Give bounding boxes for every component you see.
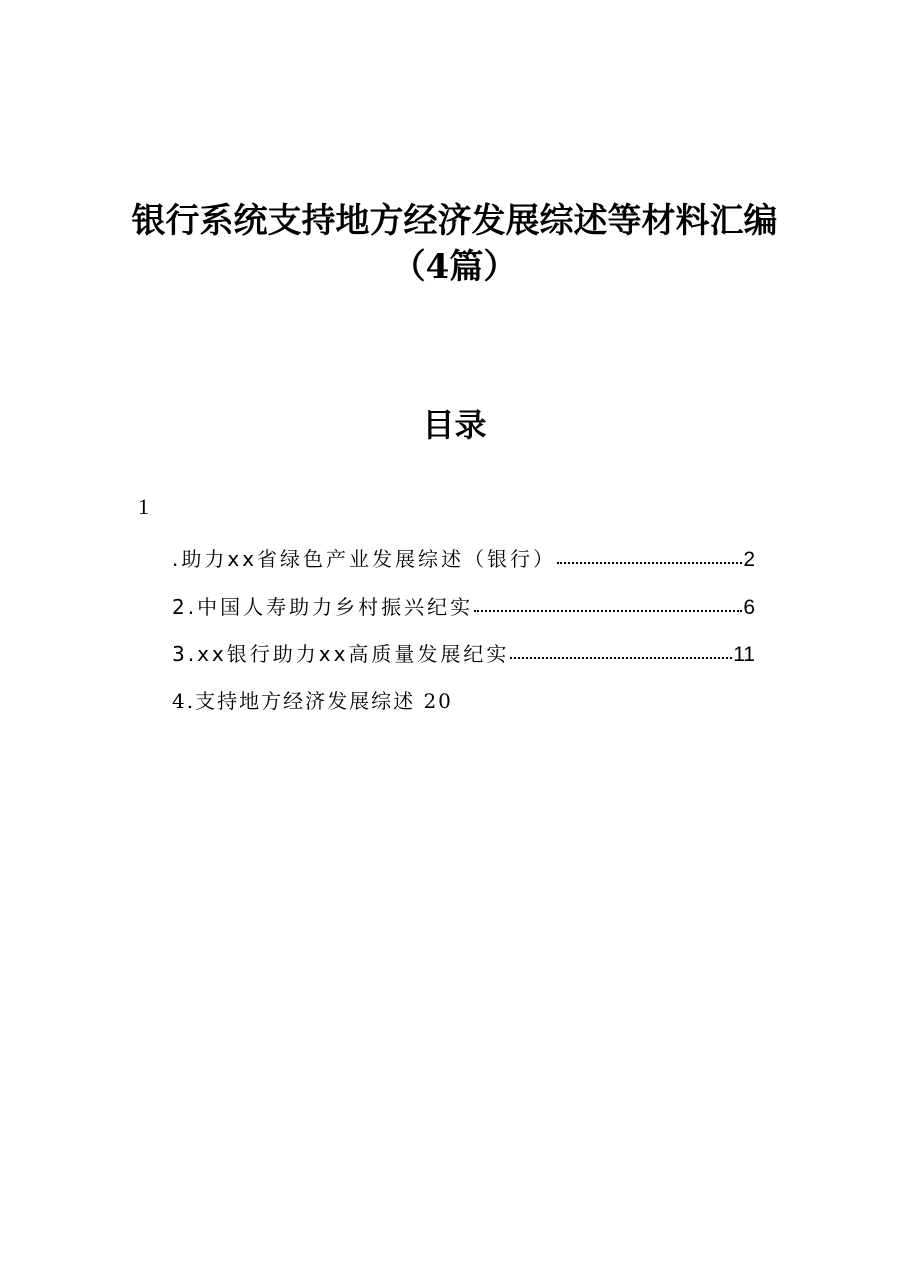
toc-entry-text: 3.xx银行助力xx高质量发展纪实 xyxy=(172,642,510,666)
document-title-line2: （4篇） xyxy=(391,247,518,287)
toc-entry-plain[interactable]: 4.支持地方经济发展综述 20 xyxy=(172,689,453,713)
toc-entry[interactable] xyxy=(172,591,755,620)
document-title-line1: 银行系统支持地方经济发展综述等材料汇编 xyxy=(131,201,778,241)
toc-leader-dots xyxy=(474,594,742,614)
toc-entry-text: .助力xx省绿色产业发展综述（银行） xyxy=(172,547,557,571)
toc-page-number: 6 xyxy=(743,596,755,619)
toc-entry[interactable] xyxy=(172,543,755,572)
toc-leader-dots xyxy=(557,546,742,566)
toc-heading: 目录 xyxy=(422,406,487,444)
toc-page-number: 11 xyxy=(733,643,755,666)
toc-entry[interactable] xyxy=(172,638,755,667)
stray-number: 1 xyxy=(138,494,149,519)
toc-leader-dots xyxy=(510,641,732,661)
toc-entry-text: 2.中国人寿助力乡村振兴纪实 xyxy=(172,595,474,619)
toc-page-number: 2 xyxy=(743,548,755,571)
